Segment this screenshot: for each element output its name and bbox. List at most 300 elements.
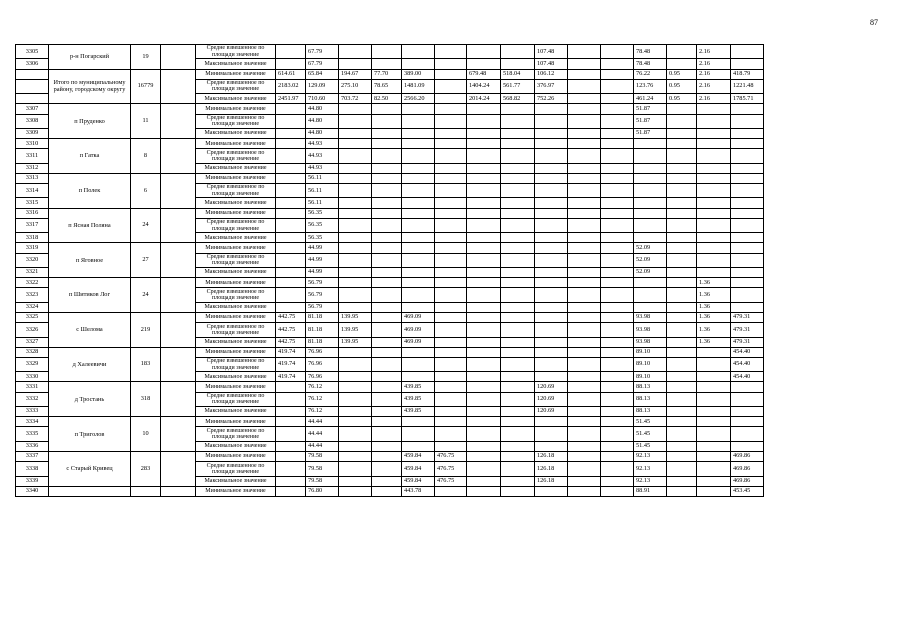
value-cell: 44.80 [306, 104, 339, 114]
value-cell [601, 382, 634, 392]
value-cell [535, 357, 568, 371]
value-cell [435, 486, 467, 496]
population-cell [131, 486, 161, 496]
value-cell: 479.31 [731, 323, 764, 337]
value-cell [467, 173, 501, 183]
value-cell: 479.31 [731, 337, 764, 347]
value-cell [435, 233, 467, 243]
value-cell [568, 253, 601, 267]
settlement-name-cell [49, 486, 131, 496]
value-cell: 76.12 [306, 382, 339, 392]
value-cell [568, 208, 601, 218]
row-code-cell: 3307 [16, 104, 49, 114]
value-cell [372, 128, 402, 138]
value-cell [372, 372, 402, 382]
value-cell: 275.10 [339, 79, 372, 93]
value-cell [697, 462, 731, 476]
value-cell: 51.87 [634, 114, 667, 128]
value-cell [435, 323, 467, 337]
value-cell [402, 114, 435, 128]
value-cell [568, 233, 601, 243]
value-cell [467, 184, 501, 198]
value-cell [339, 139, 372, 149]
value-cell [339, 243, 372, 253]
value-type-cell: Минимальное значение [196, 382, 276, 392]
value-type-cell: Минимальное значение [196, 312, 276, 322]
value-cell [339, 59, 372, 69]
value-cell [372, 441, 402, 451]
settlement-name-cell: п Шитиков Лог [49, 278, 131, 313]
value-cell [339, 163, 372, 173]
value-cell: 56.11 [306, 198, 339, 208]
settlement-name-cell: п Яговное [49, 243, 131, 278]
value-cell [697, 476, 731, 486]
value-cell [467, 486, 501, 496]
value-cell [435, 278, 467, 288]
value-cell [601, 392, 634, 406]
value-cell [634, 288, 667, 302]
value-cell [402, 45, 435, 59]
value-cell [339, 427, 372, 441]
value-type-cell: Максимальное значение [196, 128, 276, 138]
value-cell [535, 149, 568, 163]
value-cell [601, 114, 634, 128]
value-cell [697, 208, 731, 218]
value-cell: 76.96 [306, 372, 339, 382]
value-cell: 77.70 [372, 69, 402, 79]
value-type-cell: Средне взвешенное по площади значение [196, 45, 276, 59]
value-cell [731, 233, 764, 243]
value-cell [501, 486, 535, 496]
value-cell [667, 128, 697, 138]
value-cell: 67.79 [306, 59, 339, 69]
value-cell: 442.75 [276, 312, 306, 322]
value-cell [568, 198, 601, 208]
value-cell [372, 312, 402, 322]
value-cell [731, 253, 764, 267]
value-cell [697, 253, 731, 267]
value-cell: 76.96 [306, 357, 339, 371]
value-cell [276, 427, 306, 441]
value-cell [501, 392, 535, 406]
value-cell [634, 149, 667, 163]
settlement-name-cell: п Пруденко [49, 104, 131, 139]
value-cell: 2.16 [697, 79, 731, 93]
value-cell: 78.48 [634, 45, 667, 59]
value-cell [697, 486, 731, 496]
value-cell [501, 337, 535, 347]
value-cell [634, 198, 667, 208]
value-cell [435, 427, 467, 441]
population-cell: 6 [131, 173, 161, 208]
row-code-cell: 3315 [16, 198, 49, 208]
value-type-cell: Средне взвешенное по площади значение [196, 357, 276, 371]
value-cell [339, 288, 372, 302]
value-cell [601, 407, 634, 417]
value-type-cell: Средне взвешенное по площади значение [196, 218, 276, 232]
value-cell [535, 173, 568, 183]
population-cell: 183 [131, 347, 161, 382]
row-code-cell: 3313 [16, 173, 49, 183]
value-cell [535, 233, 568, 243]
table-row [16, 347, 764, 357]
value-cell [501, 462, 535, 476]
value-cell: 76.12 [306, 407, 339, 417]
value-cell: 469.09 [402, 312, 435, 322]
value-cell [372, 417, 402, 427]
value-cell [435, 198, 467, 208]
value-type-cell: Максимальное значение [196, 94, 276, 104]
value-cell [601, 267, 634, 277]
value-cell [568, 79, 601, 93]
value-cell [402, 184, 435, 198]
value-cell [601, 337, 634, 347]
empty-cell [161, 382, 196, 417]
value-cell [501, 372, 535, 382]
value-cell [402, 302, 435, 312]
value-type-cell: Минимальное значение [196, 278, 276, 288]
value-cell: 44.44 [306, 417, 339, 427]
value-cell [276, 382, 306, 392]
value-cell: 1.36 [697, 323, 731, 337]
value-cell: 56.35 [306, 218, 339, 232]
value-cell [634, 139, 667, 149]
value-cell [535, 372, 568, 382]
value-cell [372, 198, 402, 208]
empty-cell [161, 208, 196, 243]
value-cell: 518.04 [501, 69, 535, 79]
value-cell: 76.80 [306, 486, 339, 496]
value-cell [697, 128, 731, 138]
settlement-name-cell: д Тростань [49, 382, 131, 417]
value-cell [435, 208, 467, 218]
table-row [16, 452, 764, 462]
value-cell [667, 104, 697, 114]
value-cell [731, 407, 764, 417]
value-cell: 139.95 [339, 323, 372, 337]
value-cell: 703.72 [339, 94, 372, 104]
value-cell [402, 233, 435, 243]
value-cell [467, 233, 501, 243]
empty-cell [161, 243, 196, 278]
row-code-cell: 3312 [16, 163, 49, 173]
value-cell [601, 139, 634, 149]
value-cell [501, 218, 535, 232]
value-cell [402, 128, 435, 138]
value-cell [601, 427, 634, 441]
value-cell: 0.95 [667, 69, 697, 79]
value-cell [667, 198, 697, 208]
population-cell: 11 [131, 104, 161, 139]
value-cell [276, 253, 306, 267]
value-cell [435, 357, 467, 371]
value-cell: 52.09 [634, 253, 667, 267]
value-cell: 469.86 [731, 452, 764, 462]
value-cell [601, 128, 634, 138]
value-cell [568, 59, 601, 69]
value-cell [568, 323, 601, 337]
value-cell [501, 302, 535, 312]
value-cell [467, 476, 501, 486]
value-cell [501, 149, 535, 163]
value-cell [339, 347, 372, 357]
value-cell [731, 288, 764, 302]
value-cell [435, 253, 467, 267]
value-cell [467, 253, 501, 267]
value-cell [339, 486, 372, 496]
table-row [16, 208, 764, 218]
value-cell [467, 382, 501, 392]
value-cell: 78.48 [634, 59, 667, 69]
value-cell [501, 288, 535, 302]
value-cell [697, 417, 731, 427]
value-cell [372, 253, 402, 267]
value-cell [435, 128, 467, 138]
value-cell [601, 347, 634, 357]
value-cell: 44.99 [306, 267, 339, 277]
value-cell [276, 45, 306, 59]
value-cell [501, 233, 535, 243]
value-cell [372, 208, 402, 218]
value-cell: 56.79 [306, 288, 339, 302]
value-cell [339, 357, 372, 371]
value-cell [435, 94, 467, 104]
value-cell: 139.95 [339, 337, 372, 347]
value-cell [372, 452, 402, 462]
row-code-cell: 3323 [16, 288, 49, 302]
value-cell [535, 163, 568, 173]
value-cell [372, 104, 402, 114]
value-cell: 78.65 [372, 79, 402, 93]
row-code-cell: 3316 [16, 208, 49, 218]
row-code-cell [16, 69, 49, 79]
value-cell [568, 104, 601, 114]
value-cell: 419.74 [276, 372, 306, 382]
value-type-cell: Максимальное значение [196, 267, 276, 277]
value-cell [731, 218, 764, 232]
value-cell [667, 417, 697, 427]
value-cell [339, 208, 372, 218]
value-cell [697, 104, 731, 114]
value-cell [667, 392, 697, 406]
row-code-cell: 3330 [16, 372, 49, 382]
value-cell [501, 173, 535, 183]
value-cell [402, 163, 435, 173]
value-cell [501, 139, 535, 149]
value-cell [568, 357, 601, 371]
value-cell [667, 357, 697, 371]
value-cell [372, 114, 402, 128]
value-cell [601, 45, 634, 59]
value-cell: 442.75 [276, 323, 306, 337]
value-cell [568, 243, 601, 253]
value-cell: 2.16 [697, 59, 731, 69]
value-cell [467, 357, 501, 371]
value-cell [601, 149, 634, 163]
value-cell: 454.40 [731, 357, 764, 371]
value-cell: 194.67 [339, 69, 372, 79]
value-cell [435, 114, 467, 128]
value-cell [501, 382, 535, 392]
settlement-name-cell: п Ясная Поляна [49, 208, 131, 243]
value-type-cell: Минимальное значение [196, 243, 276, 253]
value-cell [501, 267, 535, 277]
value-cell: 79.58 [306, 452, 339, 462]
value-cell [601, 452, 634, 462]
value-cell: 469.86 [731, 462, 764, 476]
value-cell [667, 407, 697, 417]
value-cell: 710.60 [306, 94, 339, 104]
value-cell [501, 278, 535, 288]
value-type-cell: Средне взвешенное по площади значение [196, 323, 276, 337]
value-cell [601, 462, 634, 476]
value-cell [731, 104, 764, 114]
value-cell: 1481.09 [402, 79, 435, 93]
value-cell: 454.40 [731, 347, 764, 357]
value-cell: 88.13 [634, 392, 667, 406]
empty-cell [161, 278, 196, 313]
value-cell [501, 163, 535, 173]
value-cell: 2566.20 [402, 94, 435, 104]
value-cell [276, 149, 306, 163]
value-cell: 67.79 [306, 45, 339, 59]
value-cell [276, 288, 306, 302]
value-cell [467, 407, 501, 417]
row-code-cell: 3317 [16, 218, 49, 232]
value-cell: 1785.71 [731, 94, 764, 104]
value-cell: 92.13 [634, 476, 667, 486]
value-cell [402, 278, 435, 288]
value-cell [372, 302, 402, 312]
row-code-cell: 3340 [16, 486, 49, 496]
value-cell [435, 337, 467, 347]
value-cell [667, 462, 697, 476]
value-cell: 107.48 [535, 59, 568, 69]
value-cell [276, 243, 306, 253]
value-cell [276, 407, 306, 417]
value-cell [402, 347, 435, 357]
row-code-cell: 3337 [16, 452, 49, 462]
value-cell: 1.36 [697, 312, 731, 322]
value-cell [467, 267, 501, 277]
value-cell: 51.87 [634, 104, 667, 114]
value-cell [568, 302, 601, 312]
value-cell: 44.93 [306, 139, 339, 149]
value-cell [667, 218, 697, 232]
value-cell: 1221.48 [731, 79, 764, 93]
table-body [16, 45, 764, 497]
value-cell: 107.48 [535, 45, 568, 59]
settlement-name-cell: с Шелома [49, 312, 131, 347]
value-cell: 89.10 [634, 357, 667, 371]
value-cell [731, 128, 764, 138]
value-cell [731, 114, 764, 128]
value-cell [501, 59, 535, 69]
value-cell: 1.36 [697, 337, 731, 347]
value-cell: 92.13 [634, 452, 667, 462]
value-cell [339, 372, 372, 382]
value-cell [568, 312, 601, 322]
value-cell [568, 114, 601, 128]
value-cell [435, 302, 467, 312]
value-cell: 442.75 [276, 337, 306, 347]
row-code-cell: 3320 [16, 253, 49, 267]
value-cell: 2183.02 [276, 79, 306, 93]
value-cell [601, 104, 634, 114]
value-cell: 51.45 [634, 427, 667, 441]
value-cell [535, 417, 568, 427]
value-cell: 93.98 [634, 312, 667, 322]
value-cell [568, 476, 601, 486]
value-cell [372, 476, 402, 486]
value-cell: 89.10 [634, 372, 667, 382]
value-cell: 419.74 [276, 347, 306, 357]
value-cell [568, 128, 601, 138]
value-cell [467, 302, 501, 312]
value-cell: 126.18 [535, 476, 568, 486]
value-cell [667, 45, 697, 59]
value-cell: 76.12 [306, 392, 339, 406]
population-cell: 16779 [131, 69, 161, 104]
value-cell: 752.26 [535, 94, 568, 104]
value-type-cell: Средне взвешенное по площади значение [196, 253, 276, 267]
value-cell [276, 302, 306, 312]
table-row [16, 173, 764, 183]
value-cell [667, 302, 697, 312]
value-cell: 614.61 [276, 69, 306, 79]
value-cell: 139.95 [339, 312, 372, 322]
value-cell [601, 94, 634, 104]
value-cell [339, 417, 372, 427]
value-cell [634, 233, 667, 243]
empty-cell [161, 486, 196, 496]
value-cell [697, 441, 731, 451]
value-cell: 44.99 [306, 253, 339, 267]
value-cell: 0.95 [667, 79, 697, 93]
value-cell [634, 278, 667, 288]
value-type-cell: Максимальное значение [196, 407, 276, 417]
value-cell [339, 278, 372, 288]
value-cell [402, 149, 435, 163]
value-cell [435, 45, 467, 59]
value-cell [697, 243, 731, 253]
value-cell [731, 139, 764, 149]
value-cell [568, 267, 601, 277]
value-cell [601, 278, 634, 288]
value-cell [568, 163, 601, 173]
row-code-cell: 3329 [16, 357, 49, 371]
value-cell [339, 407, 372, 417]
value-type-cell: Средне взвешенное по площади значение [196, 149, 276, 163]
value-cell [276, 184, 306, 198]
value-cell [339, 45, 372, 59]
page-number: 87 [870, 18, 878, 27]
value-cell [435, 79, 467, 93]
value-cell [372, 392, 402, 406]
population-cell: 24 [131, 278, 161, 313]
value-cell [667, 323, 697, 337]
value-type-cell: Максимальное значение [196, 337, 276, 347]
value-cell [568, 417, 601, 427]
value-cell: 418.79 [731, 69, 764, 79]
value-cell [568, 149, 601, 163]
table-row [16, 417, 764, 427]
empty-cell [161, 69, 196, 104]
value-cell [568, 184, 601, 198]
value-cell [601, 441, 634, 451]
value-cell [467, 163, 501, 173]
population-cell: 219 [131, 312, 161, 347]
